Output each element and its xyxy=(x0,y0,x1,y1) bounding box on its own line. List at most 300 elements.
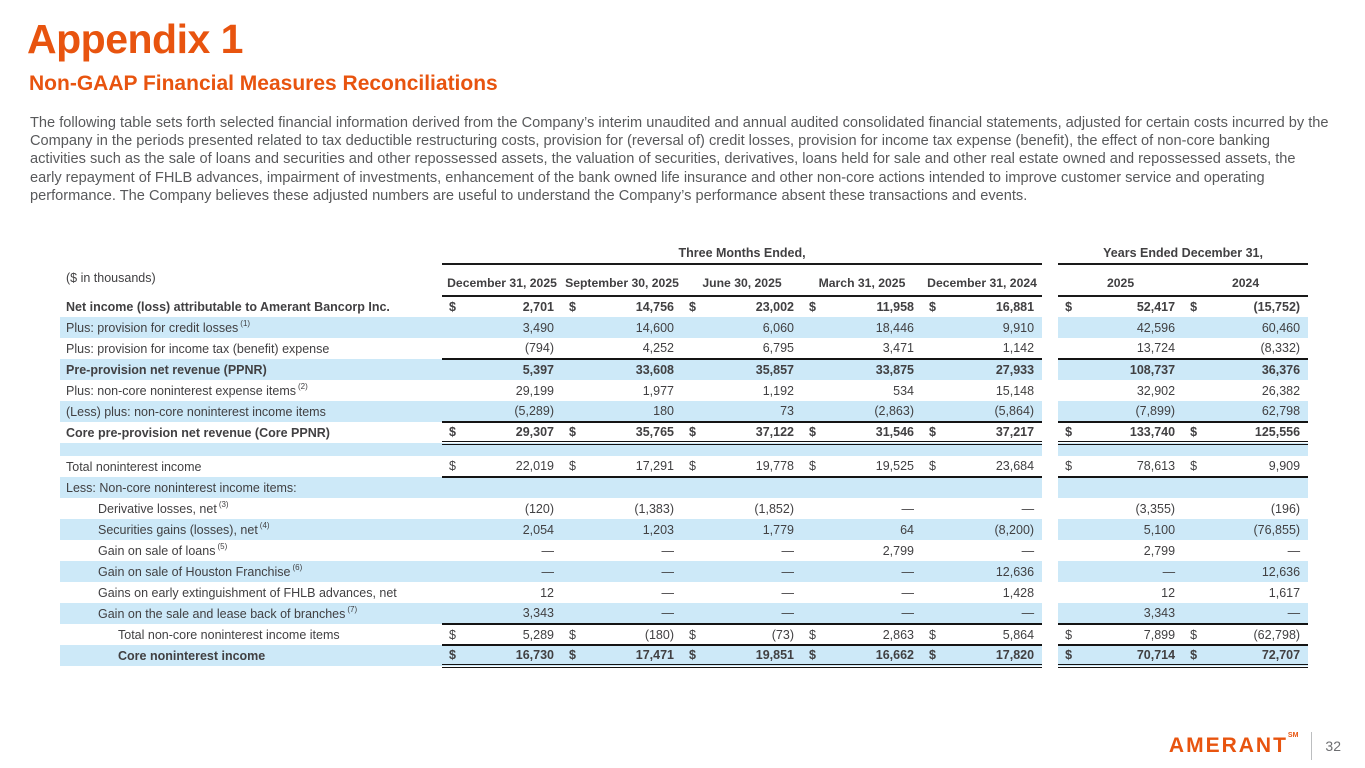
table-row xyxy=(60,317,1308,338)
dollar-sign-cell xyxy=(562,540,582,561)
dollar-sign-cell: $ xyxy=(442,624,462,645)
value-cell: — xyxy=(1021,501,1035,516)
value-cell: (196) xyxy=(1270,501,1301,516)
dollar-sign-cell xyxy=(442,561,462,582)
row-label: Plus: non-core noninterest expense items $^{(2)}$ xyxy=(66,382,308,398)
value-cell: 33,875 xyxy=(822,359,922,380)
dollar-sign-cell: $ xyxy=(1058,645,1078,666)
row-label: Plus: provision for income tax (benefit) expense xyxy=(66,341,330,356)
value-cell xyxy=(1203,443,1308,456)
col-header-jun-30-2025: June 30, 2025 xyxy=(682,264,802,296)
value-cell: 37,217 xyxy=(942,422,1042,443)
value-cell: 52,417 xyxy=(1136,300,1176,314)
dollar-sign-cell xyxy=(922,477,942,498)
column-gap xyxy=(1042,498,1058,519)
value-cell xyxy=(582,443,682,456)
table-row xyxy=(60,582,1308,603)
column-gap xyxy=(1042,456,1058,477)
table-row xyxy=(60,540,1308,561)
value-cell: 9,910 xyxy=(942,317,1042,338)
value-cell: 1,428 xyxy=(1002,585,1035,600)
spacer-row xyxy=(60,443,1308,456)
column-gap xyxy=(1042,561,1058,582)
value-cell: 35,857 xyxy=(702,359,802,380)
value-cell: 73 xyxy=(702,401,802,422)
dollar-sign-cell xyxy=(922,540,942,561)
value-cell: 37,122 xyxy=(702,422,802,443)
dollar-sign-cell xyxy=(562,338,582,359)
value-cell: — xyxy=(1021,543,1035,558)
value-cell: (3,355) xyxy=(1135,501,1176,516)
value-cell: 16,662 xyxy=(822,645,922,666)
row-label: Plus: provision for credit losses $^{(1)}$ xyxy=(60,317,442,338)
value-cell: 27,933 xyxy=(942,359,1042,380)
dollar-sign-cell: $ xyxy=(802,422,822,443)
dollar-sign-cell xyxy=(562,401,582,422)
dollar-sign-cell: $ xyxy=(562,456,582,477)
value-cell xyxy=(942,477,1042,498)
value-cell: (8,332) xyxy=(1203,338,1308,359)
dollar-sign-cell xyxy=(562,582,582,603)
value-cell xyxy=(822,477,922,498)
value-cell xyxy=(462,443,562,456)
row-label: Core pre-provision net revenue (Core PPNR) xyxy=(66,425,330,440)
table-row xyxy=(60,380,1308,401)
dollar-sign-cell xyxy=(922,401,942,422)
dollar-sign-cell xyxy=(562,477,582,498)
row-label: Less: Non-core noninterest income items: xyxy=(60,477,442,498)
intro-paragraph: The following table sets forth selected financial information derived from the Company’s interim unaudited and annual audited consolidated financial statements, adjusted for certain costs incurred by the Company in the periods presented related to tax deductible restructuring costs, provision for (reversal of) credit losses, provision for income tax expense (benefit), the effect of non-core banking activities such as the sale of loans and securities and other repossessed assets, the valuation of securities, derivatives, loans held for sale and other real estate owned and repossessed assets, the early repayment of FHLB advances, impairment of investments, enhancement of the bank owned life insurance and other non-core actions intended to improve customer service and operating performance. The Company believes these adjusted numbers are useful to understand the Company’s performance absent these transactions and events. xyxy=(30,115,1329,204)
value-cell: — xyxy=(1203,603,1308,624)
dollar-sign-cell xyxy=(922,380,942,401)
dollar-sign-cell xyxy=(922,498,942,519)
row-label: Total noninterest income xyxy=(66,459,202,474)
dollar-sign-cell xyxy=(442,359,462,380)
row-label: Pre-provision net revenue (PPNR) xyxy=(60,359,442,380)
dollar-sign-cell: $ xyxy=(682,422,702,443)
column-gap xyxy=(1042,443,1058,456)
value-cell: 9,909 xyxy=(1203,456,1308,477)
value-cell: 5,397 xyxy=(462,359,562,380)
dollar-sign-cell xyxy=(1058,561,1078,582)
value-cell: 3,471 xyxy=(822,338,922,359)
row-label: Gain on sale of loans $^{(5)}$ xyxy=(98,542,228,558)
column-gap xyxy=(1042,645,1058,666)
column-gap xyxy=(1042,338,1058,359)
dollar-sign-cell: $ xyxy=(682,645,702,666)
col-header-sep-30-2025: September 30, 2025 xyxy=(562,264,682,296)
dollar-sign-cell xyxy=(562,498,582,519)
column-gap xyxy=(1042,359,1058,380)
footer xyxy=(1169,732,1341,760)
dollar-sign-cell: $ xyxy=(922,422,942,443)
value-cell: — xyxy=(1078,561,1183,582)
row-label: Securities gains (losses), net $^{(4)}$ xyxy=(60,519,442,540)
column-gap xyxy=(1042,582,1058,603)
column-gap xyxy=(1042,540,1058,561)
value-cell: 133,740 xyxy=(1078,422,1183,443)
table-row xyxy=(60,645,1308,666)
table-row xyxy=(60,603,1308,624)
value-cell: 3,343 xyxy=(462,603,562,624)
value-cell: — xyxy=(702,561,802,582)
dollar-sign-cell xyxy=(1183,317,1203,338)
column-gap xyxy=(1042,477,1058,498)
dollar-sign-cell xyxy=(442,401,462,422)
dollar-sign-cell xyxy=(682,317,702,338)
value-cell: — xyxy=(582,561,682,582)
dollar-sign-cell: $ xyxy=(1190,300,1198,314)
dollar-sign-cell xyxy=(922,582,942,603)
table-row xyxy=(60,338,1308,359)
value-cell: 2,799 xyxy=(1143,543,1176,558)
dollar-sign-cell xyxy=(1183,401,1203,422)
dollar-sign-cell: $ xyxy=(569,300,576,314)
dollar-sign-cell xyxy=(922,359,942,380)
dollar-sign-cell xyxy=(1058,317,1078,338)
column-gap xyxy=(1042,422,1058,443)
dollar-sign-cell: $ xyxy=(1058,624,1078,645)
column-gap xyxy=(1042,603,1058,624)
dollar-sign-cell: $ xyxy=(922,456,942,477)
dollar-sign-cell xyxy=(802,582,822,603)
row-label: Net income (loss) attributable to Amerant Bancorp Inc. xyxy=(66,299,390,314)
table-row xyxy=(60,498,1308,519)
dollar-sign-cell: $ xyxy=(1058,422,1078,443)
dollar-sign-cell xyxy=(562,359,582,380)
value-cell: 22,019 xyxy=(462,456,562,477)
page-subtitle: Non-GAAP Financial Measures Reconciliations xyxy=(29,72,498,95)
value-cell: 15,148 xyxy=(995,383,1035,398)
group-header-row xyxy=(60,243,1308,264)
table-row xyxy=(60,477,1308,498)
footer-divider xyxy=(1311,732,1312,760)
dollar-sign-cell xyxy=(1183,338,1203,359)
value-cell: 17,471 xyxy=(582,645,682,666)
value-cell: (1,852) xyxy=(754,501,794,516)
value-cell xyxy=(942,443,1042,456)
units-label: ($ in thousands) xyxy=(66,271,156,285)
table-row xyxy=(60,624,1308,645)
dollar-sign-cell xyxy=(442,317,462,338)
column-gap xyxy=(1042,380,1058,401)
dollar-sign-cell: $ xyxy=(1183,456,1203,477)
dollar-sign-cell xyxy=(922,561,942,582)
dollar-sign-cell xyxy=(682,443,702,456)
dollar-sign-cell xyxy=(1183,359,1203,380)
dollar-sign-cell: $ xyxy=(682,624,702,645)
dollar-sign-cell xyxy=(802,603,822,624)
value-cell: 31,546 xyxy=(822,422,922,443)
dollar-sign-cell xyxy=(1183,582,1203,603)
dollar-sign-cell xyxy=(682,603,702,624)
dollar-sign-cell xyxy=(442,582,462,603)
value-cell: (180) xyxy=(582,624,682,645)
dollar-sign-cell xyxy=(562,380,582,401)
dollar-sign-cell xyxy=(922,443,942,456)
dollar-sign-cell xyxy=(1183,561,1203,582)
value-cell: 19,525 xyxy=(822,456,922,477)
dollar-sign-cell xyxy=(1183,519,1203,540)
value-cell: 6,060 xyxy=(702,317,802,338)
value-cell: — xyxy=(1287,543,1301,558)
dollar-sign-cell xyxy=(442,443,462,456)
table-row xyxy=(60,422,1308,443)
value-cell: 1,203 xyxy=(582,519,682,540)
dollar-sign-cell xyxy=(1058,498,1078,519)
value-cell: 14,756 xyxy=(635,300,674,314)
value-cell: 4,252 xyxy=(582,338,682,359)
value-cell: (1,383) xyxy=(634,501,674,516)
value-cell: — xyxy=(901,501,914,516)
dollar-sign-cell xyxy=(1183,603,1203,624)
footnote-marker: (3) xyxy=(218,500,229,510)
value-cell: — xyxy=(541,543,554,558)
value-cell: 23,684 xyxy=(942,456,1042,477)
value-cell: (120) xyxy=(524,501,554,516)
value-cell: 19,851 xyxy=(702,645,802,666)
footnote-marker: (4) xyxy=(259,521,270,531)
value-cell: 180 xyxy=(582,401,682,422)
dollar-sign-cell: $ xyxy=(929,300,936,314)
value-cell: 1,977 xyxy=(642,383,674,398)
dollar-sign-cell xyxy=(1058,477,1078,498)
value-cell: — xyxy=(582,603,682,624)
dollar-sign-cell xyxy=(1183,380,1203,401)
footnote-marker: (7) xyxy=(347,605,358,615)
col-header-year-2024: 2024 xyxy=(1183,264,1308,296)
value-cell: 534 xyxy=(893,383,914,398)
col-header-year-2025: 2025 xyxy=(1058,264,1183,296)
dollar-sign-cell xyxy=(802,443,822,456)
dollar-sign-cell xyxy=(1058,401,1078,422)
table-row xyxy=(60,456,1308,477)
dollar-sign-cell: $ xyxy=(802,645,822,666)
dollar-sign-cell xyxy=(1183,540,1203,561)
value-cell: (8,200) xyxy=(942,519,1042,540)
dollar-sign-cell: $ xyxy=(562,624,582,645)
page-title: Appendix 1 xyxy=(27,16,243,62)
value-cell: 1,779 xyxy=(702,519,802,540)
col-header-dec-31-2024: December 31, 2024 xyxy=(922,264,1042,296)
value-cell: 60,460 xyxy=(1203,317,1308,338)
dollar-sign-cell xyxy=(1058,359,1078,380)
dollar-sign-cell: $ xyxy=(562,645,582,666)
table-row xyxy=(60,561,1308,582)
row-label: Derivative losses, net $^{(3)}$ xyxy=(98,500,229,516)
value-cell: 17,291 xyxy=(582,456,682,477)
dollar-sign-cell xyxy=(1058,380,1078,401)
value-cell: — xyxy=(781,585,794,600)
dollar-sign-cell xyxy=(562,603,582,624)
dollar-sign-cell xyxy=(802,561,822,582)
footnote-marker: (2) xyxy=(298,382,308,392)
dollar-sign-cell xyxy=(1058,338,1078,359)
value-cell xyxy=(582,477,682,498)
dollar-sign-cell xyxy=(802,380,822,401)
value-cell: — xyxy=(822,603,922,624)
group-header-three-months: Three Months Ended, xyxy=(442,243,1042,264)
dollar-sign-cell xyxy=(1058,603,1078,624)
dollar-sign-cell xyxy=(802,317,822,338)
value-cell: — xyxy=(901,585,914,600)
value-cell: 1,617 xyxy=(1268,585,1301,600)
dollar-sign-cell xyxy=(562,561,582,582)
value-cell: 16,730 xyxy=(462,645,562,666)
dollar-sign-cell: $ xyxy=(562,422,582,443)
dollar-sign-cell xyxy=(442,477,462,498)
dollar-sign-cell xyxy=(802,540,822,561)
dollar-sign-cell xyxy=(682,540,702,561)
dollar-sign-cell xyxy=(442,603,462,624)
value-cell: 36,376 xyxy=(1203,359,1308,380)
dollar-sign-cell: $ xyxy=(809,300,816,314)
dollar-sign-cell: $ xyxy=(1183,645,1203,666)
value-cell: — xyxy=(822,561,922,582)
dollar-sign-cell xyxy=(922,317,942,338)
value-cell: — xyxy=(661,543,674,558)
dollar-sign-cell xyxy=(562,443,582,456)
value-cell: 70,714 xyxy=(1078,645,1183,666)
logo-sm-mark: SM xyxy=(1287,732,1299,739)
dollar-sign-cell xyxy=(682,561,702,582)
value-cell: 1,192 xyxy=(762,383,794,398)
footnote-marker: (5) xyxy=(217,542,228,552)
table-row xyxy=(60,296,1308,317)
table-row xyxy=(60,401,1308,422)
dollar-sign-cell: $ xyxy=(922,645,942,666)
value-cell: 2,701 xyxy=(522,300,554,314)
dollar-sign-cell: $ xyxy=(442,422,462,443)
dollar-sign-cell xyxy=(922,519,942,540)
value-cell: 6,795 xyxy=(702,338,802,359)
value-cell: — xyxy=(702,603,802,624)
footnote-marker: (1) xyxy=(240,319,251,329)
row-label: Gain on the sale and lease back of branches $^{(7)}$ xyxy=(60,603,442,624)
row-label: Core noninterest income xyxy=(60,645,442,666)
dollar-sign-cell xyxy=(1183,498,1203,519)
dollar-sign-cell xyxy=(1058,443,1078,456)
value-cell: 72,707 xyxy=(1203,645,1308,666)
value-cell: 29,307 xyxy=(462,422,562,443)
dollar-sign-cell: $ xyxy=(802,624,822,645)
value-cell: 11,958 xyxy=(876,300,914,314)
dollar-sign-cell: $ xyxy=(442,456,462,477)
dollar-sign-cell xyxy=(802,477,822,498)
value-cell: 2,863 xyxy=(822,624,922,645)
value-cell: — xyxy=(942,603,1042,624)
value-cell: 3,490 xyxy=(462,317,562,338)
value-cell xyxy=(1203,477,1308,498)
value-cell: 35,765 xyxy=(582,422,682,443)
group-header-years: Years Ended December 31, xyxy=(1058,243,1308,264)
dollar-sign-cell: $ xyxy=(922,624,942,645)
dollar-sign-cell: $ xyxy=(1183,624,1203,645)
value-cell: — xyxy=(661,585,674,600)
value-cell: 1,142 xyxy=(942,338,1042,359)
value-cell: 12,636 xyxy=(942,561,1042,582)
value-cell: 5,289 xyxy=(462,624,562,645)
dollar-sign-cell xyxy=(682,498,702,519)
amerant-logo xyxy=(1169,734,1299,758)
value-cell: 23,002 xyxy=(755,300,794,314)
value-cell: — xyxy=(462,561,562,582)
dollar-sign-cell xyxy=(442,519,462,540)
value-cell: (62,798) xyxy=(1203,624,1308,645)
column-gap xyxy=(1042,243,1058,264)
dollar-sign-cell: $ xyxy=(802,456,822,477)
dollar-sign-cell: $ xyxy=(449,300,456,314)
dollar-sign-cell xyxy=(442,338,462,359)
dollar-sign-cell xyxy=(802,519,822,540)
value-cell: 64 xyxy=(822,519,922,540)
footnote-marker: (6) xyxy=(292,563,303,573)
corner-cell xyxy=(60,243,442,264)
value-cell: 108,737 xyxy=(1078,359,1183,380)
value-cell: (15,752) xyxy=(1253,300,1301,314)
dollar-sign-cell xyxy=(682,359,702,380)
dollar-sign-cell xyxy=(802,359,822,380)
value-cell: 32,902 xyxy=(1136,383,1176,398)
value-cell: 78,613 xyxy=(1078,456,1183,477)
value-cell: 16,881 xyxy=(995,300,1035,314)
column-gap xyxy=(1042,296,1058,317)
value-cell: 29,199 xyxy=(515,383,554,398)
value-cell xyxy=(702,477,802,498)
row-label: Total non-core noninterest income items xyxy=(118,627,340,642)
dollar-sign-cell xyxy=(682,582,702,603)
dollar-sign-cell xyxy=(1058,540,1078,561)
value-cell: (7,899) xyxy=(1078,401,1183,422)
logo-text: AMERANT xyxy=(1168,734,1288,757)
dollar-sign-cell xyxy=(1183,477,1203,498)
column-gap xyxy=(1042,624,1058,645)
value-cell: 2,054 xyxy=(462,519,562,540)
row-label: Gains on early extinguishment of FHLB advances, net xyxy=(98,585,397,600)
table-row xyxy=(60,519,1308,540)
value-cell: 12,636 xyxy=(1203,561,1308,582)
table-row xyxy=(60,359,1308,380)
value-cell: 18,446 xyxy=(822,317,922,338)
dollar-sign-cell xyxy=(682,519,702,540)
col-header-mar-31-2025: March 31, 2025 xyxy=(802,264,922,296)
dollar-sign-cell xyxy=(1058,582,1078,603)
value-cell: 2,799 xyxy=(882,543,914,558)
dollar-sign-cell xyxy=(562,317,582,338)
value-cell: 12 xyxy=(540,585,554,600)
dollar-sign-cell xyxy=(442,540,462,561)
value-cell: 33,608 xyxy=(582,359,682,380)
dollar-sign-cell xyxy=(442,498,462,519)
column-gap xyxy=(1042,519,1058,540)
dollar-sign-cell xyxy=(682,338,702,359)
dollar-sign-cell xyxy=(922,338,942,359)
value-cell: (5,864) xyxy=(942,401,1042,422)
value-cell xyxy=(702,443,802,456)
dollar-sign-cell xyxy=(802,401,822,422)
dollar-sign-cell: $ xyxy=(1065,300,1073,314)
value-cell: 12 xyxy=(1161,585,1176,600)
value-cell: 14,600 xyxy=(582,317,682,338)
value-cell: 42,596 xyxy=(1078,317,1183,338)
row-label: Gain on sale of Houston Franchise $^{(6)}$ xyxy=(60,561,442,582)
non-gaap-table xyxy=(60,243,1308,668)
dollar-sign-cell: $ xyxy=(682,456,702,477)
page-number: 32 xyxy=(1325,738,1341,754)
dollar-sign-cell xyxy=(1058,519,1078,540)
column-header-row xyxy=(60,264,1308,296)
column-gap xyxy=(1042,401,1058,422)
